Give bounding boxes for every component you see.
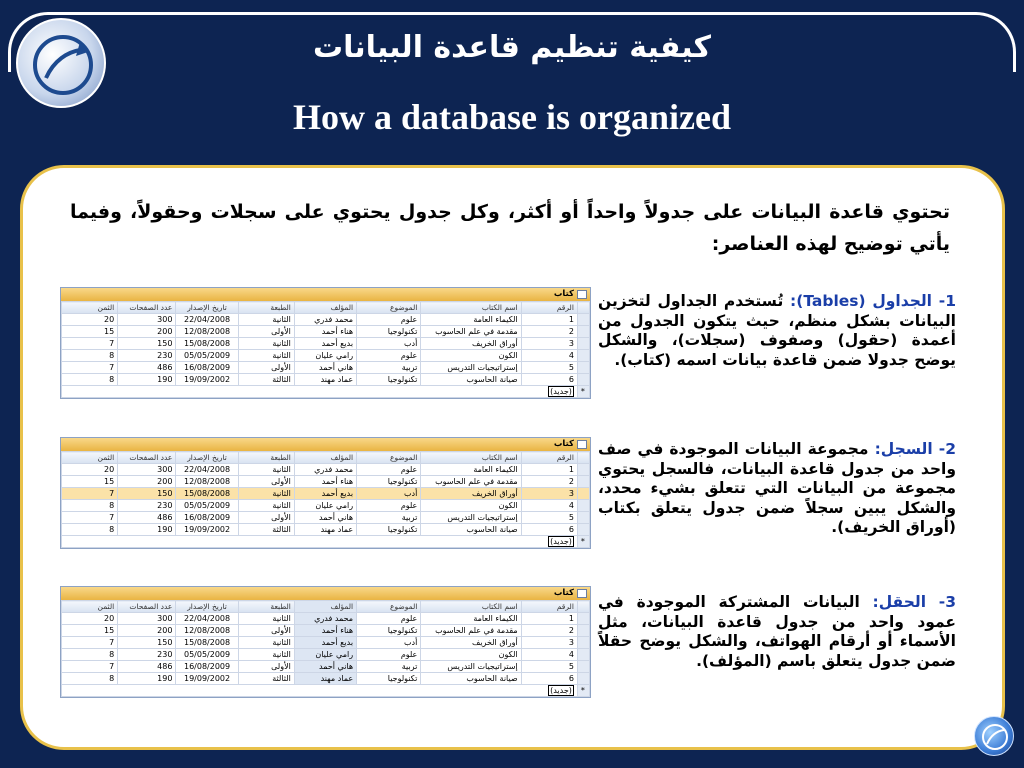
item-number: 1-: [938, 292, 956, 310]
cell-edition[interactable]: الثانية: [238, 500, 294, 512]
cell-price[interactable]: 20: [62, 613, 118, 625]
column-header-author[interactable]: المؤلف: [294, 601, 356, 613]
cell-date[interactable]: 05/05/2009: [176, 350, 238, 362]
cell-date[interactable]: 22/04/2008: [176, 613, 238, 625]
cell-date[interactable]: 12/08/2008: [176, 476, 238, 488]
cell-pages[interactable]: 150: [118, 637, 176, 649]
cell-name[interactable]: إستراتيجيات التدريس: [421, 661, 521, 673]
table-icon: [577, 440, 587, 449]
cell-price[interactable]: 8: [62, 500, 118, 512]
column-header-pages[interactable]: عدد الصفحات: [118, 601, 176, 613]
cell-edition[interactable]: الثالثة: [238, 524, 294, 536]
cell-pages[interactable]: 230: [118, 649, 176, 661]
row-selector[interactable]: [577, 625, 589, 637]
new-record-star-icon[interactable]: *: [577, 536, 589, 548]
cell-name[interactable]: الكيماء العامة: [421, 464, 521, 476]
cell-id[interactable]: 5: [521, 362, 577, 374]
row-selector[interactable]: [577, 488, 589, 500]
cell-author[interactable]: عماد مهند: [294, 524, 356, 536]
datasheet-grid: [61, 301, 590, 398]
cell-name[interactable]: الكون: [421, 500, 521, 512]
select-all-cell[interactable]: [577, 601, 589, 613]
cell-price[interactable]: 8: [62, 673, 118, 685]
cell-date[interactable]: 05/05/2009: [176, 500, 238, 512]
table-name: كتاب: [553, 588, 574, 598]
cell-id[interactable]: 1: [521, 613, 577, 625]
table-row[interactable]: [62, 350, 590, 362]
cell-author[interactable]: هناء أحمد: [294, 625, 356, 637]
cell-author[interactable]: بديع أحمد: [294, 637, 356, 649]
cell-pages[interactable]: 486: [118, 362, 176, 374]
column-header-name[interactable]: اسم الكتاب: [421, 302, 521, 314]
cell-date[interactable]: 15/08/2008: [176, 338, 238, 350]
item-number: 3-: [938, 593, 956, 611]
item-term: السجل:: [874, 440, 933, 458]
item-text: تُستخدم الجداول لتخزين البيانات بشكل منظم، حيث يتكون الجدول من أعمدة (حقول) وصفوف (سجلات)، والشكل يوضح جدولا ضمن قاعدة بيانات اسمه (كتاب).: [598, 292, 956, 369]
cell-author[interactable]: عماد مهند: [294, 374, 356, 386]
cell-edition[interactable]: الثانية: [238, 464, 294, 476]
cell-price[interactable]: 8: [62, 374, 118, 386]
column-header-pages[interactable]: عدد الصفحات: [118, 452, 176, 464]
cell-pages[interactable]: 486: [118, 661, 176, 673]
cell-pages[interactable]: 230: [118, 350, 176, 362]
cell-edition[interactable]: الثانية: [238, 350, 294, 362]
cell-price[interactable]: 7: [62, 661, 118, 673]
intro-paragraph: تحتوي قاعدة البيانات على جدولاً واحداً أو أكثر، وكل جدول يحتوي على سجلات وحقولاً، وفيما يأتي توضيح لهذه العناصر:: [70, 201, 950, 255]
cell-price[interactable]: 7: [62, 338, 118, 350]
new-record-label: (جديد): [62, 386, 578, 398]
row-selector[interactable]: [577, 362, 589, 374]
cell-date[interactable]: 19/09/2002: [176, 374, 238, 386]
cell-edition[interactable]: الأولى: [238, 625, 294, 637]
row-selector[interactable]: [577, 649, 589, 661]
cell-edition[interactable]: الأولى: [238, 512, 294, 524]
column-header-name[interactable]: اسم الكتاب: [421, 601, 521, 613]
cell-author[interactable]: هناء أحمد: [294, 326, 356, 338]
cell-id[interactable]: 5: [521, 512, 577, 524]
cell-subject[interactable]: أدب: [357, 338, 421, 350]
cell-pages[interactable]: 300: [118, 314, 176, 326]
select-all-cell[interactable]: [577, 452, 589, 464]
cell-name[interactable]: مقدمة في علم الحاسوب: [421, 476, 521, 488]
row-selector[interactable]: [577, 350, 589, 362]
cell-pages[interactable]: 300: [118, 464, 176, 476]
datasheet-record: [60, 437, 591, 549]
cell-subject[interactable]: تربية: [357, 661, 421, 673]
cell-date[interactable]: 15/08/2008: [176, 637, 238, 649]
row-selector[interactable]: [577, 326, 589, 338]
cell-price[interactable]: 7: [62, 362, 118, 374]
column-header-author[interactable]: المؤلف: [294, 452, 356, 464]
cell-name[interactable]: أوراق الخريف: [421, 338, 521, 350]
cell-name[interactable]: الكيماء العامة: [421, 613, 521, 625]
table-icon: [577, 290, 587, 299]
cell-date[interactable]: 19/09/2002: [176, 673, 238, 685]
cell-edition[interactable]: الأولى: [238, 661, 294, 673]
datasheet-grid: [61, 600, 590, 697]
slide-title-english: How a database is organized: [292, 97, 731, 137]
cell-author[interactable]: هناء أحمد: [294, 476, 356, 488]
column-header-subject[interactable]: الموضوع: [357, 601, 421, 613]
datasheet-caption: [61, 587, 590, 600]
cell-subject[interactable]: علوم: [357, 314, 421, 326]
cell-subject[interactable]: تربية: [357, 362, 421, 374]
cell-pages[interactable]: 200: [118, 625, 176, 637]
cell-edition[interactable]: الأولى: [238, 326, 294, 338]
datasheet-caption: [61, 438, 590, 451]
cell-price[interactable]: 8: [62, 524, 118, 536]
cell-name[interactable]: الكون: [421, 649, 521, 661]
cell-edition[interactable]: الثانية: [238, 649, 294, 661]
column-header-edition[interactable]: الطبعة: [238, 452, 294, 464]
cell-id[interactable]: 6: [521, 673, 577, 685]
cell-author[interactable]: هاني أحمد: [294, 362, 356, 374]
cell-date[interactable]: 16/08/2009: [176, 512, 238, 524]
cell-subject[interactable]: أدب: [357, 488, 421, 500]
cell-price[interactable]: 15: [62, 625, 118, 637]
cell-price[interactable]: 15: [62, 326, 118, 338]
table-name: كتاب: [553, 439, 574, 449]
table-row[interactable]: [62, 524, 590, 536]
column-header-edition[interactable]: الطبعة: [238, 302, 294, 314]
cell-name[interactable]: الكون: [421, 350, 521, 362]
cell-author[interactable]: محمد فدري: [294, 314, 356, 326]
cell-pages[interactable]: 200: [118, 326, 176, 338]
cell-subject[interactable]: تكنولوجيا: [357, 326, 421, 338]
cell-name[interactable]: إستراتيجيات التدريس: [421, 512, 521, 524]
cell-id[interactable]: 2: [521, 326, 577, 338]
table-row[interactable]: [62, 673, 590, 685]
new-record-row[interactable]: [62, 685, 590, 697]
new-record-label: (جديد): [62, 685, 578, 697]
column-header-date[interactable]: تاريخ الإصدار: [176, 601, 238, 613]
cell-subject[interactable]: تربية: [357, 512, 421, 524]
row-selector[interactable]: [577, 524, 589, 536]
column-header-edition[interactable]: الطبعة: [238, 601, 294, 613]
cell-date[interactable]: 19/09/2002: [176, 524, 238, 536]
cell-name[interactable]: أوراق الخريف: [421, 637, 521, 649]
cell-subject[interactable]: علوم: [357, 613, 421, 625]
item-number: 2-: [938, 440, 956, 458]
cell-author[interactable]: بديع أحمد: [294, 338, 356, 350]
cell-subject[interactable]: علوم: [357, 464, 421, 476]
cell-id[interactable]: 6: [521, 374, 577, 386]
cell-edition[interactable]: الثالثة: [238, 374, 294, 386]
cell-date[interactable]: 16/08/2009: [176, 362, 238, 374]
cell-author[interactable]: هاني أحمد: [294, 661, 356, 673]
cell-subject[interactable]: تكنولوجيا: [357, 524, 421, 536]
column-header-id[interactable]: الرقم: [521, 601, 577, 613]
cell-id[interactable]: 3: [521, 637, 577, 649]
item-text: البيانات المشتركة الموجودة في عمود واحد من جدول قاعدة البيانات، مثل الأسماء أو أرقام الهواتف، والشكل يوضح حقلاً ضمن جدول يتعلق باسم (المؤلف).: [598, 593, 956, 670]
cell-pages[interactable]: 300: [118, 613, 176, 625]
table-row[interactable]: [62, 464, 590, 476]
table-row[interactable]: [62, 314, 590, 326]
cell-name[interactable]: إستراتيجيات التدريس: [421, 362, 521, 374]
cell-price[interactable]: 20: [62, 464, 118, 476]
cell-edition[interactable]: الأولى: [238, 476, 294, 488]
cell-subject[interactable]: تكنولوجيا: [357, 374, 421, 386]
cell-price[interactable]: 15: [62, 476, 118, 488]
cell-date[interactable]: 15/08/2008: [176, 488, 238, 500]
new-record-star-icon[interactable]: *: [577, 386, 589, 398]
row-selector[interactable]: [577, 476, 589, 488]
cell-name[interactable]: مقدمة في علم الحاسوب: [421, 625, 521, 637]
cell-subject[interactable]: علوم: [357, 649, 421, 661]
datasheet-grid: [61, 451, 590, 548]
datasheet-tables: [60, 287, 591, 399]
table-row[interactable]: [62, 362, 590, 374]
cell-subject[interactable]: تكنولوجيا: [357, 673, 421, 685]
cell-edition[interactable]: الأولى: [238, 362, 294, 374]
column-header-name[interactable]: اسم الكتاب: [421, 452, 521, 464]
cell-price[interactable]: 7: [62, 512, 118, 524]
column-header-subject[interactable]: الموضوع: [357, 302, 421, 314]
table-row[interactable]: [62, 613, 590, 625]
row-selector[interactable]: [577, 464, 589, 476]
table-row[interactable]: [62, 512, 590, 524]
table-row[interactable]: [62, 500, 590, 512]
cell-pages[interactable]: 486: [118, 512, 176, 524]
select-all-cell[interactable]: [577, 302, 589, 314]
cell-price[interactable]: 7: [62, 637, 118, 649]
table-icon: [577, 589, 587, 598]
row-selector[interactable]: [577, 500, 589, 512]
corner-logo-icon: [974, 716, 1014, 756]
cell-date[interactable]: 12/08/2008: [176, 326, 238, 338]
row-selector[interactable]: [577, 374, 589, 386]
cell-price[interactable]: 20: [62, 314, 118, 326]
cell-edition[interactable]: الثانية: [238, 338, 294, 350]
item-text: مجموعة البيانات الموجودة في صف واحد من جدول قاعدة البيانات، فالسجل يحتوي مجموعة من البيانات التي تتعلق بشيء محدد، والشكل يبين سجلاً ضمن جدول يتعلق بكتاب (أوراق الخريف).: [598, 440, 956, 536]
table-row[interactable]: [62, 625, 590, 637]
column-header-id[interactable]: الرقم: [521, 302, 577, 314]
column-header-pages[interactable]: عدد الصفحات: [118, 302, 176, 314]
item-field: [598, 593, 956, 671]
cell-price[interactable]: 8: [62, 649, 118, 661]
cell-id[interactable]: 5: [521, 661, 577, 673]
slide-title-arabic: كيفية تنظيم قاعدة البيانات: [313, 30, 711, 65]
item-tables: [598, 292, 956, 370]
cell-subject[interactable]: علوم: [357, 350, 421, 362]
cell-author[interactable]: هاني أحمد: [294, 512, 356, 524]
row-selector[interactable]: [577, 673, 589, 685]
table-row[interactable]: [62, 374, 590, 386]
cell-price[interactable]: 8: [62, 350, 118, 362]
cell-date[interactable]: 05/05/2009: [176, 649, 238, 661]
item-term: الجداول (Tables):: [790, 292, 932, 310]
cell-id[interactable]: 3: [521, 488, 577, 500]
item-term: الحقل:: [872, 593, 927, 611]
datasheet-field: [60, 586, 591, 698]
cell-pages[interactable]: 190: [118, 673, 176, 685]
cell-id[interactable]: 2: [521, 476, 577, 488]
table-row[interactable]: [62, 649, 590, 661]
cell-edition[interactable]: الثالثة: [238, 673, 294, 685]
cell-date[interactable]: 16/08/2009: [176, 661, 238, 673]
column-header-author[interactable]: المؤلف: [294, 302, 356, 314]
cell-name[interactable]: صيانة الحاسوب: [421, 524, 521, 536]
cell-id[interactable]: 4: [521, 350, 577, 362]
cell-id[interactable]: 1: [521, 314, 577, 326]
cell-author[interactable]: رامي عليان: [294, 649, 356, 661]
column-header-date[interactable]: تاريخ الإصدار: [176, 302, 238, 314]
cell-pages[interactable]: 190: [118, 524, 176, 536]
table-row[interactable]: [62, 338, 590, 350]
datasheet-caption: [61, 288, 590, 301]
cell-id[interactable]: 1: [521, 464, 577, 476]
table-row[interactable]: [62, 488, 590, 500]
cell-id[interactable]: 3: [521, 338, 577, 350]
table-row[interactable]: [62, 637, 590, 649]
cell-subject[interactable]: علوم: [357, 500, 421, 512]
row-selector[interactable]: [577, 512, 589, 524]
cell-pages[interactable]: 150: [118, 338, 176, 350]
cell-subject[interactable]: تكنولوجيا: [357, 476, 421, 488]
row-selector[interactable]: [577, 661, 589, 673]
new-record-row[interactable]: [62, 386, 590, 398]
cell-pages[interactable]: 190: [118, 374, 176, 386]
cell-author[interactable]: محمد فدري: [294, 464, 356, 476]
cell-name[interactable]: الكيماء العامة: [421, 314, 521, 326]
cell-pages[interactable]: 150: [118, 488, 176, 500]
cell-edition[interactable]: الثانية: [238, 488, 294, 500]
column-header-price[interactable]: الثمن: [62, 302, 118, 314]
cell-id[interactable]: 2: [521, 625, 577, 637]
cell-author[interactable]: رامي عليان: [294, 500, 356, 512]
cell-author[interactable]: عماد مهند: [294, 673, 356, 685]
table-row[interactable]: [62, 326, 590, 338]
cell-pages[interactable]: 230: [118, 500, 176, 512]
cell-pages[interactable]: 200: [118, 476, 176, 488]
cell-name[interactable]: صيانة الحاسوب: [421, 374, 521, 386]
cell-date[interactable]: 12/08/2008: [176, 625, 238, 637]
cell-date[interactable]: 22/04/2008: [176, 314, 238, 326]
column-header-price[interactable]: الثمن: [62, 601, 118, 613]
column-header-id[interactable]: الرقم: [521, 452, 577, 464]
item-record: [598, 440, 956, 538]
new-record-row[interactable]: [62, 536, 590, 548]
row-selector[interactable]: [577, 637, 589, 649]
cell-subject[interactable]: أدب: [357, 637, 421, 649]
table-row[interactable]: [62, 476, 590, 488]
cell-edition[interactable]: الثانية: [238, 637, 294, 649]
row-selector[interactable]: [577, 338, 589, 350]
column-header-date[interactable]: تاريخ الإصدار: [176, 452, 238, 464]
cell-author[interactable]: محمد فدري: [294, 613, 356, 625]
cell-date[interactable]: 22/04/2008: [176, 464, 238, 476]
column-header-subject[interactable]: الموضوع: [357, 452, 421, 464]
column-header-price[interactable]: الثمن: [62, 452, 118, 464]
new-record-label: (جديد): [62, 536, 578, 548]
row-selector[interactable]: [577, 613, 589, 625]
cell-id[interactable]: 4: [521, 649, 577, 661]
cell-edition[interactable]: الثانية: [238, 613, 294, 625]
cell-edition[interactable]: الثانية: [238, 314, 294, 326]
table-name: كتاب: [553, 289, 574, 299]
cell-name[interactable]: مقدمة في علم الحاسوب: [421, 326, 521, 338]
cell-name[interactable]: أوراق الخريف: [421, 488, 521, 500]
row-selector[interactable]: [577, 314, 589, 326]
cell-author[interactable]: رامي عليان: [294, 350, 356, 362]
cell-author[interactable]: بديع أحمد: [294, 488, 356, 500]
cell-id[interactable]: 6: [521, 524, 577, 536]
cell-price[interactable]: 7: [62, 488, 118, 500]
cell-subject[interactable]: تكنولوجيا: [357, 625, 421, 637]
table-row[interactable]: [62, 661, 590, 673]
new-record-star-icon[interactable]: *: [577, 685, 589, 697]
cell-name[interactable]: صيانة الحاسوب: [421, 673, 521, 685]
cell-id[interactable]: 4: [521, 500, 577, 512]
